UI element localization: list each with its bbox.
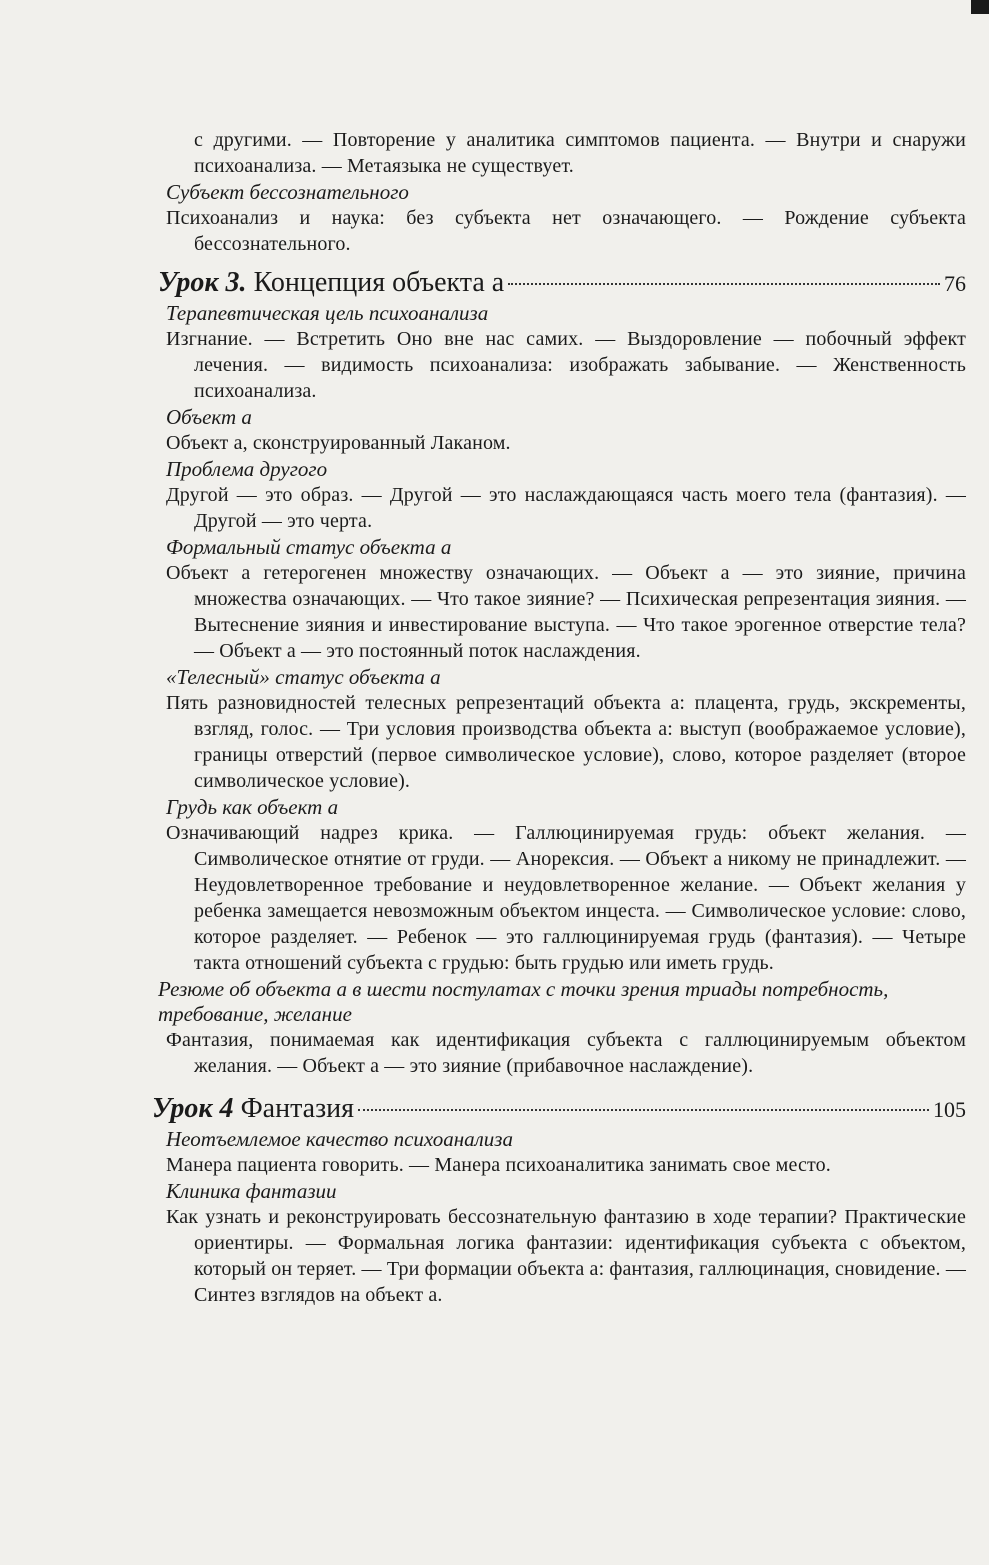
intro-paragraph: с другими. — Повторение у аналитика симптомов пациента. — Внутри и снаружи психоанализа. — Метаязыка не существует. — [194, 129, 966, 177]
leader-dots — [508, 283, 940, 285]
subheading: Грудь как объект a — [166, 795, 339, 819]
paragraph: Объект a, сконструированный Лаканом. — [166, 432, 511, 454]
paragraph: Манера пациента говорить. — Манера психоаналитика занимать свое место. — [166, 1154, 831, 1176]
subheading: Клиника фантазии — [166, 1179, 337, 1203]
page-number: 76 — [944, 271, 966, 296]
lesson-name: Концепция объекта a — [253, 267, 505, 298]
subheading: «Телесный» статус объекта a — [166, 665, 441, 689]
subheading: Формальный статус объекта a — [166, 535, 452, 559]
paragraph: Означивающий надрез крика. — Галлюцинируемая грудь: объект желания. — Символическое отнятие от груди. — Анорексия. — Объект a никому не принадлежит. — Неудовлетворенное требование и неудовлетворенное желание. — Объект желания у ребенка замещается невозможным объектом инцеста. — Символическое условие: слово, которое разделяет. — Ребенок — это галлюцинируемая грудь (фантазия). — Четыре такта отношений субъекта с грудью: быть грудью или иметь грудь. — [166, 822, 966, 974]
lesson-4-heading — [152, 1093, 966, 1126]
leader-dots — [358, 1109, 929, 1111]
lesson-number: Урок 4 — [152, 1093, 234, 1124]
lesson-name: Фантазия — [240, 1093, 355, 1124]
paragraph: Фантазия, понимаемая как идентификация субъекта с галлюцинируемым объектом желания. — Объект a — это зияние (прибавочное наслаждение). — [166, 1029, 966, 1077]
paragraph: Как узнать и реконструировать бессознательную фантазию в ходе терапии? Практические ориентиры. — Формальная логика фантазии: идентификация субъекта с объектом, который он теряет. — Три формации объекта a: фантазия, галлюцинация, сновидение. — Синтез взглядов на объект a. — [166, 1206, 966, 1306]
intro-section — [158, 127, 966, 257]
subheading: Неотъемлемое качество психоанализа — [166, 1127, 513, 1151]
paragraph: Психоанализ и наука: без субъекта нет означающего. — Рождение субъекта бессознательного. — [166, 207, 966, 255]
page-number: 105 — [933, 1097, 966, 1122]
subheading: Терапевтическая цель психоанализа — [166, 301, 489, 325]
lesson-number: Урок 3. — [158, 267, 247, 298]
paragraph: Объект a гетерогенен множеству означающих. — Объект a — это зияние, причина множества означающих. — Что такое зияние? — Психическая репрезентация зияния. — Вытеснение зияния и инвестирование выступа. — Что такое эрогенное отверстие тела? — Объект a — это постоянный поток наслаждения. — [166, 562, 966, 662]
subheading: Проблема другого — [166, 457, 328, 481]
paragraph: Пять разновидностей телесных репрезентаций объекта a: плацента, грудь, экскременты, взгляд, голос. — Три условия производства объекта a: выступ (воображаемое условие), границы отверстий (первое символическое условие), слово, которое разделяет (второе символическое условие). — [166, 692, 966, 792]
lesson-title — [158, 267, 504, 299]
corner-mark — [971, 0, 989, 14]
table-of-contents — [152, 127, 966, 1308]
lesson-3-heading — [158, 267, 966, 300]
lesson-4-entries — [158, 1127, 966, 1308]
lesson-title — [152, 1093, 354, 1125]
subheading: Резюме об объекта a в шести постулатах с точки зрения триады потребность, требование, желание — [158, 977, 889, 1026]
paragraph: Другой — это образ. — Другой — это наслаждающаяся часть моего тела (фантазия). — Другой — это черта. — [166, 484, 966, 532]
subheading: Объект a — [166, 405, 252, 429]
subheading: Субъект бессознательного — [166, 180, 409, 204]
paragraph: Изгнание. — Встретить Оно вне нас самих. — Выздоровление — побочный эффект лечения. — видимость психоанализа: изображать забывание. — Женственность психоанализа. — [166, 328, 966, 402]
lesson-3-entries — [158, 301, 966, 1079]
